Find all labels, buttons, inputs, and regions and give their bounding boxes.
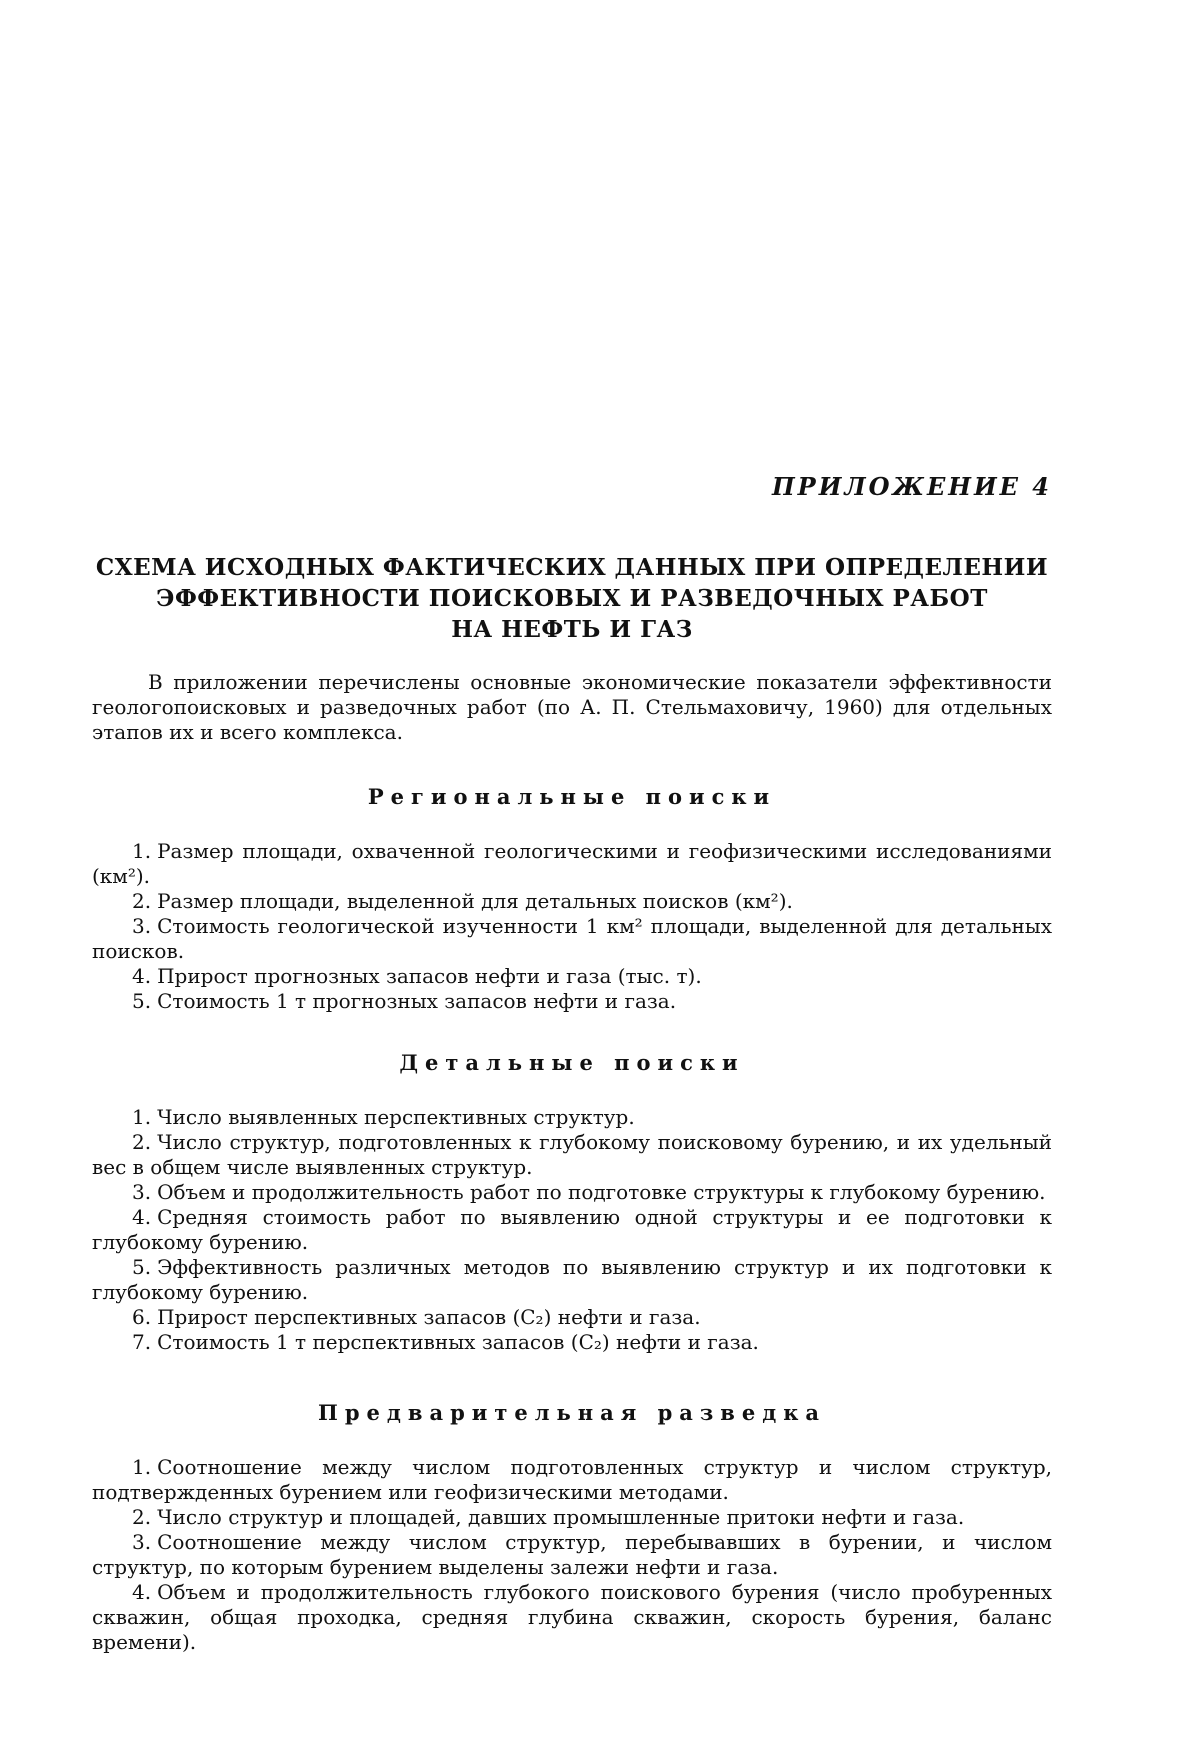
title-line-1: СХЕМА ИСХОДНЫХ ФАКТИЧЕСКИХ ДАННЫХ ПРИ ОПРЕДЕЛЕНИИ <box>95 554 1049 581</box>
item-number: 4. <box>132 964 152 988</box>
list-item <box>92 1205 1052 1255</box>
item-text: Стоимость геологической изученности 1 км² площади, выделенной для детальных поисков. <box>92 914 1052 963</box>
list-item <box>92 889 1052 914</box>
section-detailed-search <box>92 1050 1052 1355</box>
item-number: 3. <box>132 1180 152 1204</box>
item-text: Объем и продолжительность глубокого поискового бурения (число пробуренных скважин, общая проходка, средняя глубина скважин, скорость бурения, баланс времени). <box>92 1580 1052 1654</box>
item-number: 4. <box>132 1580 152 1604</box>
item-list <box>92 1105 1052 1355</box>
list-item <box>92 1305 1052 1330</box>
list-item <box>92 1255 1052 1305</box>
item-text: Число выявленных перспективных структур. <box>157 1105 635 1129</box>
item-number: 2. <box>132 1505 152 1529</box>
list-item <box>92 964 1052 989</box>
item-number: 1. <box>132 1105 152 1129</box>
list-item <box>92 914 1052 964</box>
item-text: Число структур и площадей, давших промышленные притоки нефти и газа. <box>157 1505 965 1529</box>
list-item <box>92 1455 1052 1505</box>
item-number: 7. <box>132 1330 152 1354</box>
item-number: 2. <box>132 889 152 913</box>
item-text: Эффективность различных методов по выявлению структур и их подготовки к глубокому бурению. <box>92 1255 1052 1304</box>
item-number: 5. <box>132 989 152 1013</box>
item-text: Стоимость 1 т прогнозных запасов нефти и газа. <box>157 989 677 1013</box>
list-item <box>92 989 1052 1014</box>
item-text: Средняя стоимость работ по выявлению одной структуры и ее подготовки к глубокому бурению. <box>92 1205 1052 1254</box>
item-text: Размер площади, охваченной геологическими и геофизическими исследованиями (км²). <box>92 839 1052 888</box>
appendix-label: ПРИЛОЖЕНИЕ 4 <box>771 472 1052 501</box>
item-number: 6. <box>132 1305 152 1329</box>
list-item <box>92 1330 1052 1355</box>
list-item <box>92 1580 1052 1655</box>
title-line-2: ЭФФЕКТИВНОСТИ ПОИСКОВЫХ И РАЗВЕДОЧНЫХ РАБОТ <box>156 585 988 612</box>
item-text: Число структур, подготовленных к глубокому поисковому бурению, и их удельный вес в общем числе выявленных структур. <box>92 1130 1052 1179</box>
list-item <box>92 1530 1052 1580</box>
section-heading: Предварительная разведка <box>318 1400 826 1425</box>
list-item <box>92 839 1052 889</box>
list-item <box>92 1105 1052 1130</box>
item-number: 2. <box>132 1130 152 1154</box>
item-number: 3. <box>132 1530 152 1554</box>
item-list <box>92 839 1052 1014</box>
item-number: 5. <box>132 1255 152 1279</box>
section-heading: Детальные поиски <box>399 1050 745 1075</box>
item-number: 4. <box>132 1205 152 1229</box>
intro-paragraph: В приложении перечислены основные экономические показатели эффективности геологопоисковых и разведочных работ (по А. П. Стельмаховичу, 1960) для отдельных этапов их и всего комплекса. <box>92 670 1052 744</box>
list-item <box>92 1130 1052 1180</box>
section-preliminary-exploration <box>92 1400 1052 1655</box>
section-regional-search <box>92 784 1052 1014</box>
item-number: 3. <box>132 914 152 938</box>
item-number: 1. <box>132 1455 152 1479</box>
section-heading: Региональные поиски <box>367 784 777 809</box>
item-text: Соотношение между числом структур, перебывавших в бурении, и числом структур, по которым бурением выделены залежи нефти и газа. <box>92 1530 1052 1579</box>
title-line-3: НА НЕФТЬ И ГАЗ <box>451 616 693 643</box>
document-title <box>92 552 1052 645</box>
list-item <box>92 1505 1052 1530</box>
item-list <box>92 1455 1052 1655</box>
item-text: Прирост прогнозных запасов нефти и газа (тыс. т). <box>157 964 702 988</box>
item-text: Прирост перспективных запасов (C₂) нефти и газа. <box>157 1305 701 1329</box>
item-text: Объем и продолжительность работ по подготовке структуры к глубокому бурению. <box>157 1180 1046 1204</box>
item-number: 1. <box>132 839 152 863</box>
item-text: Размер площади, выделенной для детальных поисков (км²). <box>157 889 793 913</box>
document-page <box>92 0 1052 1760</box>
item-text: Соотношение между числом подготовленных структур и числом структур, подтвержденных бурением или геофизическими методами. <box>92 1455 1052 1504</box>
item-text: Стоимость 1 т перспективных запасов (C₂) нефти и газа. <box>157 1330 759 1354</box>
list-item <box>92 1180 1052 1205</box>
